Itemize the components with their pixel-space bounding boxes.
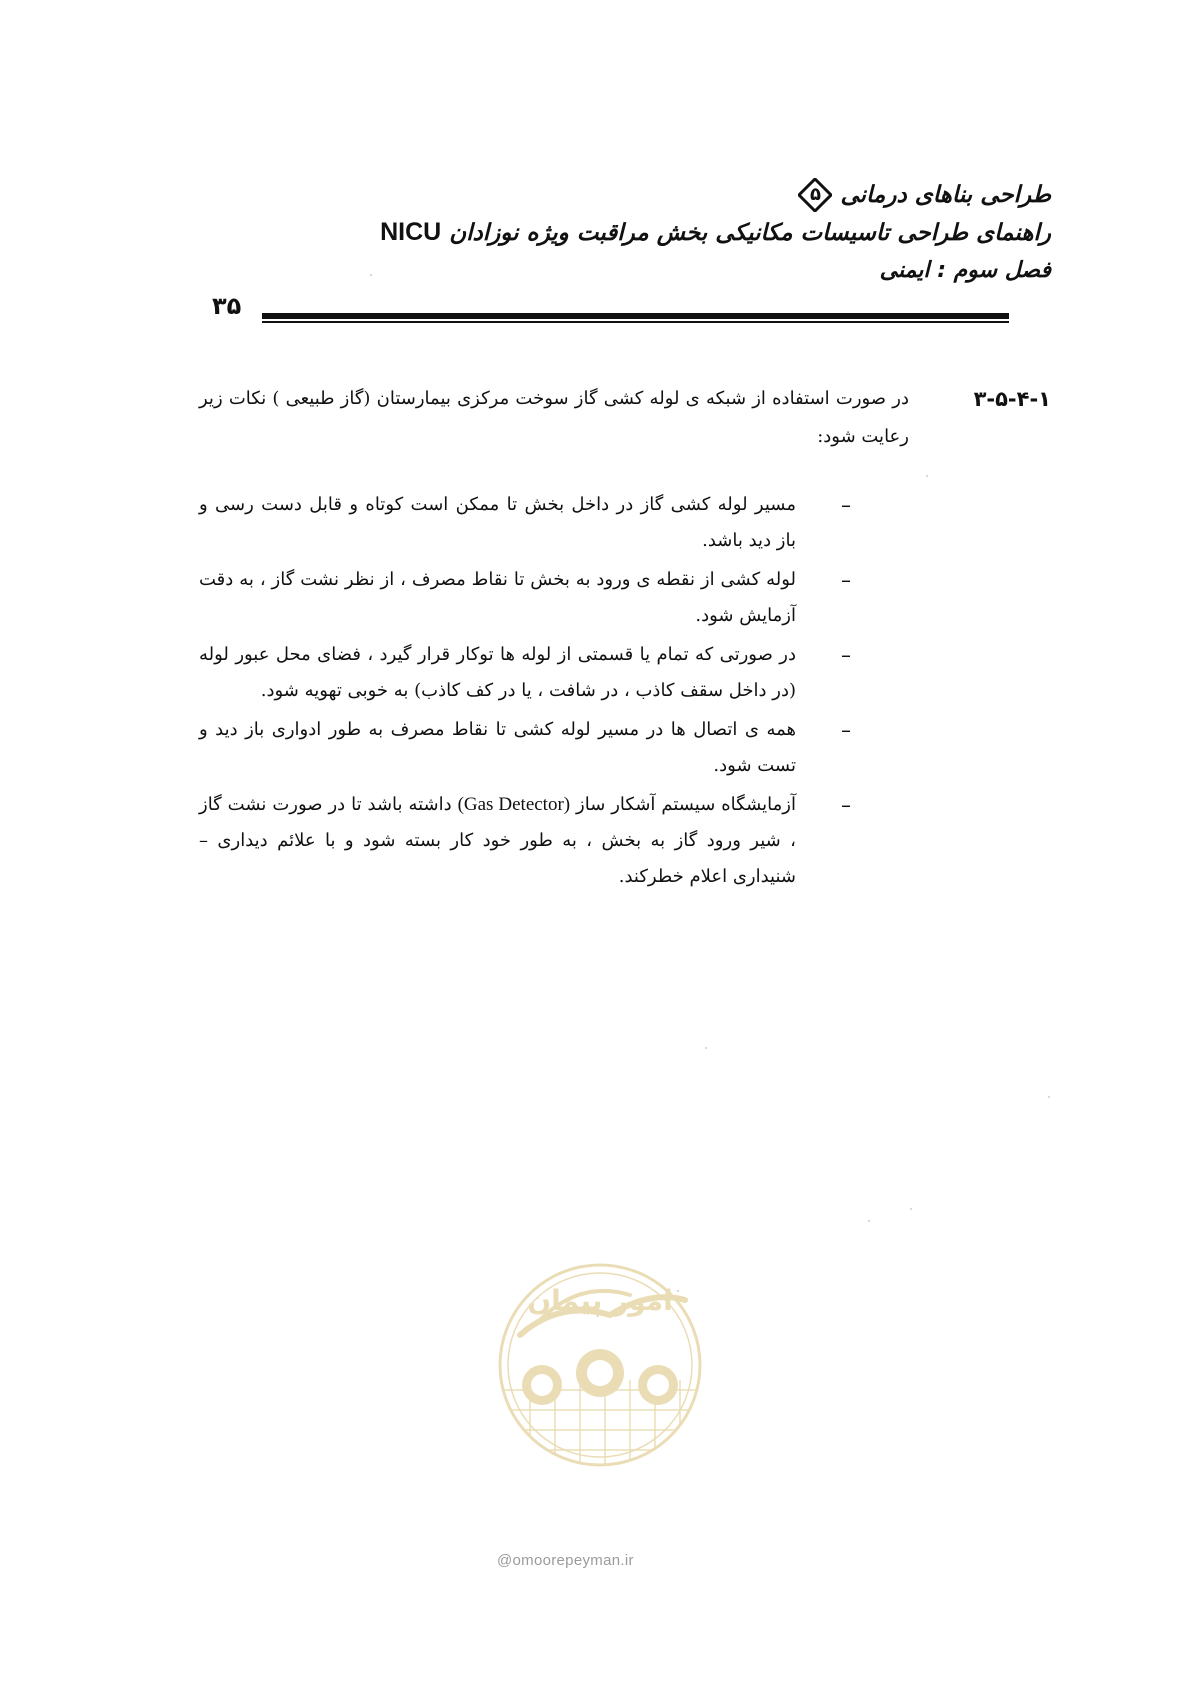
list-item-text: همه ی اتصال ها در مسیر لوله کشی تا نقاط مصرف به طور ادواری باز دید و تست شود. [199,719,796,776]
scan-speck [910,1208,912,1210]
scan-speck [926,475,928,477]
list-item-text: لوله کشی از نقطه ی ورود به بخش تا نقاط مصرف ، از نظر نشت گاز ، به دقت آزمایش شود. [199,569,796,626]
list-item-text-part: داشته باشد تا در صورت نشت گاز ، شیر ورود گاز به بخش ، به طور خود کار بسته شود و با علائم دیداری – شنیداری اعلام خطرکند. [199,794,796,887]
list-item-text [199,787,796,895]
bullet-dash: – [841,793,851,817]
section-text: در صورت استفاده از شبکه ی لوله کشی گاز سوخت مرکزی بیمارستان (گاز طبیعی ) نکات زیر رعایت شود: [199,388,909,447]
gas-detector-term: (Gas Detector) [457,794,571,815]
bullet-dash: – [841,493,851,517]
list-item [199,787,1051,895]
scan-speck [1048,1096,1050,1098]
scan-speck [868,1220,870,1222]
bullet-dash: – [841,568,851,592]
list-item [199,637,1051,709]
section-number: ۳-۵-۴-۱ [973,387,1051,411]
bullet-dash: – [841,643,851,667]
list-item [199,487,1051,559]
scan-speck [705,1047,707,1049]
header-rule-thin [262,321,1009,323]
watermark-logo [480,1240,720,1540]
list-item-text-part: آزمایشگاه سیستم آشکار ساز [576,794,796,815]
list-item-text: در صورتی که تمام یا قسمتی از لوله ها توکار قرار گیرد ، فضای محل عبور لوله (در داخل سقف کاذب ، در شافت ، یا در کف کاذب) به خوبی تهویه شود. [199,644,796,701]
series-title: طراحی بناهای درمانی [840,182,1051,208]
header-rule-thick [262,313,1009,319]
book-title-en: NICU [380,218,442,246]
header-rule [262,313,1009,323]
bullet-list [199,487,1051,898]
bullet-dash: – [841,718,851,742]
watermark-url: @omoorepeyman.ir [497,1552,634,1569]
list-item-text: مسیر لوله کشی گاز در داخل بخش تا ممکن است کوتاه و قابل دست رسی و باز دید باشد. [199,494,796,551]
chapter-title: فصل سوم : ایمنی [879,258,1051,283]
watermark-logo-text: امور پیمان [527,1284,673,1317]
scan-speck [677,1290,679,1292]
list-item [199,712,1051,784]
book-title-row [191,214,1051,251]
page-number: ۳۵ [212,292,242,320]
page-header [191,178,1051,289]
section-paragraph [199,380,1051,456]
scan-speck [370,274,372,276]
book-title: راهنمای طراحی تاسیسات مکانیکی بخش مراقبت ویژه نوزادان [449,220,1051,246]
volume-number: ۵ [809,184,821,205]
list-item [199,562,1051,634]
series-title-row [191,178,1051,212]
volume-badge [798,178,832,212]
